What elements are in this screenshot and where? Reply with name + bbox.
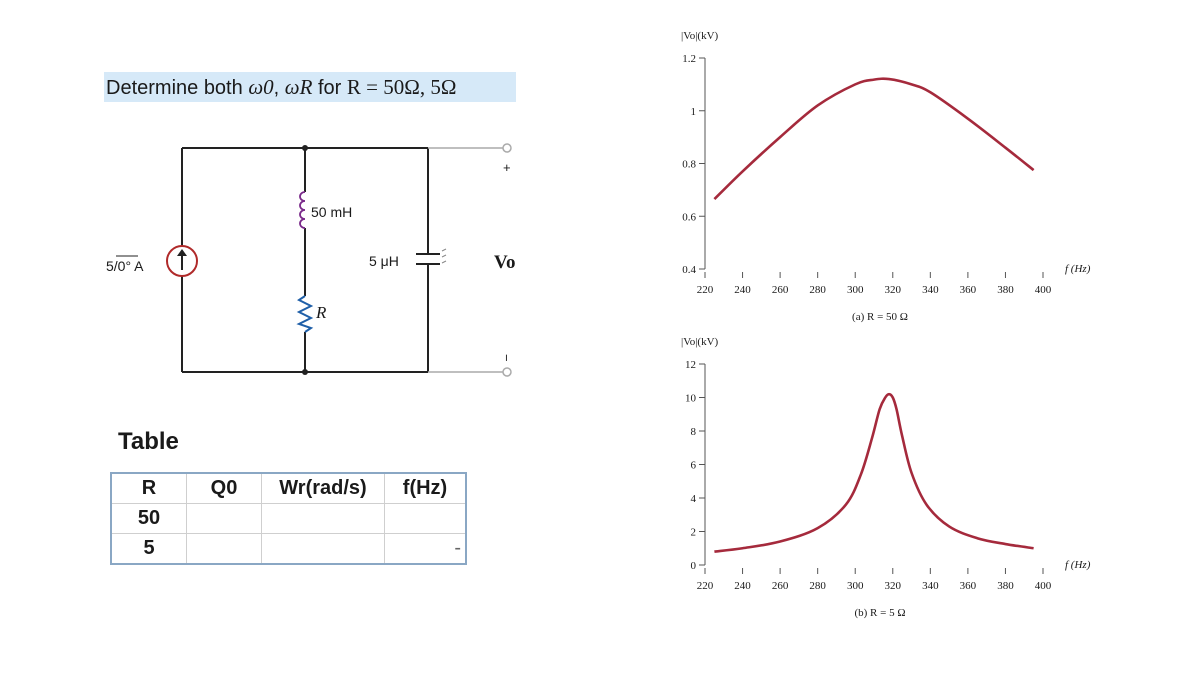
chart-a-y-tick-label: 0.4: [682, 264, 696, 276]
cell-f[interactable]: [385, 504, 467, 534]
chart-a-x-tick-label: 260: [771, 284, 789, 296]
table-row: [111, 534, 466, 565]
results-table: [110, 472, 467, 565]
chart-a-y-axis-label: |Vo|(kV): [681, 30, 719, 42]
chart-b-x-tick-label: 320: [884, 580, 902, 592]
capacitor-plates: [416, 254, 440, 264]
chart-b-x-tick-label: 280: [809, 580, 826, 592]
chart-b-x-tick-label: 400: [1034, 580, 1052, 592]
junction-bottom: [302, 369, 308, 375]
cell-f[interactable]: -: [385, 534, 467, 565]
chart-a-y-tick-label: 0.8: [682, 158, 696, 171]
chart-b-y-axis-label: |Vo|(kV): [681, 336, 719, 348]
chart-a-x-tick-label: 220: [696, 284, 714, 296]
chart-a-x-tick-label: 320: [884, 284, 902, 296]
chart-a-y-tick-label: 0.6: [682, 211, 696, 224]
header-wr: Wr(rad/s): [262, 473, 385, 504]
output-plus-sign: +: [503, 160, 511, 175]
resistor-zigzag: [299, 296, 311, 332]
header-r: R: [111, 473, 187, 504]
chart-b-y-tick-label: 10: [685, 392, 696, 405]
chart-b-x-tick-label: 380: [997, 580, 1014, 592]
output-minus-sign: −: [499, 354, 514, 362]
cell-r: 5: [111, 534, 187, 565]
cell-wr[interactable]: [262, 504, 385, 534]
inductor-label: 50 mH: [311, 204, 353, 220]
cell-q0[interactable]: [187, 534, 262, 565]
output-terminal-minus: [503, 368, 511, 376]
question-for: for: [317, 77, 342, 99]
chart-b-y-tick-label: 4: [690, 493, 696, 505]
cell-q0[interactable]: [187, 504, 262, 534]
chart-b-y-tick-label: 0: [690, 560, 696, 572]
chart-a-y-tick-label: 1: [690, 105, 696, 118]
capacitor-ticks: [442, 249, 446, 263]
table-row: [111, 504, 466, 534]
chart-a-x-tick-label: 380: [997, 284, 1014, 296]
chart-a-x-tick-label: 280: [809, 284, 826, 296]
chart-b-x-tick-label: 300: [846, 580, 864, 592]
chart-b-x-tick-label: 240: [734, 580, 751, 592]
inductor-coil: [300, 192, 305, 228]
cell-wr[interactable]: [262, 534, 385, 565]
question-banner: Determine both ω0, ωR for R = 50Ω, 5Ω: [104, 72, 516, 102]
circuit-diagram: [100, 130, 640, 430]
chart-a-x-tick-label: 300: [846, 284, 864, 296]
chart-b-x-tick-label: 260: [771, 580, 789, 592]
resistance-values: R = 50Ω, 5Ω: [346, 75, 457, 99]
chart-a-title: (a) R = 50 Ω: [852, 311, 908, 323]
chart-b-title: (b) R = 5 Ω: [854, 607, 906, 619]
chart-b-x-tick-label: 360: [959, 580, 977, 592]
current-source: [167, 246, 197, 276]
question-text: Determine both: [106, 77, 243, 99]
table-header-row: [111, 473, 466, 504]
source-label: 5/0° A: [106, 258, 144, 274]
output-terminal-plus: [503, 144, 511, 152]
chart-b-y-tick-label: 12: [685, 359, 696, 371]
header-q0: Q0: [187, 473, 262, 504]
resistor-label: R: [316, 303, 327, 322]
chart-b-x-axis-label: f (Hz): [1065, 559, 1091, 571]
chart-a-y-tick-label: 1.2: [682, 53, 696, 65]
chart-b-y-tick-label: 2: [690, 526, 696, 539]
chart-a-x-tick-label: 360: [959, 284, 977, 296]
header-f: f(Hz): [385, 473, 467, 504]
chart-a-x-tick-label: 340: [922, 284, 939, 296]
chart-b-series-line: [714, 394, 1033, 551]
chart-b-y-tick-label: 8: [690, 426, 696, 438]
chart-b-y-tick-label: 6: [690, 459, 696, 472]
junction-top: [302, 145, 308, 151]
chart-b-x-tick-label: 340: [922, 580, 939, 592]
chart-a-series-line: [714, 79, 1033, 199]
cell-r: 50: [111, 504, 187, 534]
output-voltage-label: Vo: [494, 252, 516, 273]
omegaR-symbol: ωR: [284, 75, 313, 99]
chart-b-x-tick-label: 220: [696, 580, 714, 592]
chart-a-x-tick-label: 400: [1034, 284, 1052, 296]
omega0-symbol: ω0: [248, 75, 274, 99]
chart-a-x-tick-label: 240: [734, 284, 751, 296]
chart-a-x-axis-label: f (Hz): [1065, 263, 1091, 275]
capacitor-label: 5 μH: [369, 253, 399, 269]
table-title: Table: [118, 428, 179, 455]
